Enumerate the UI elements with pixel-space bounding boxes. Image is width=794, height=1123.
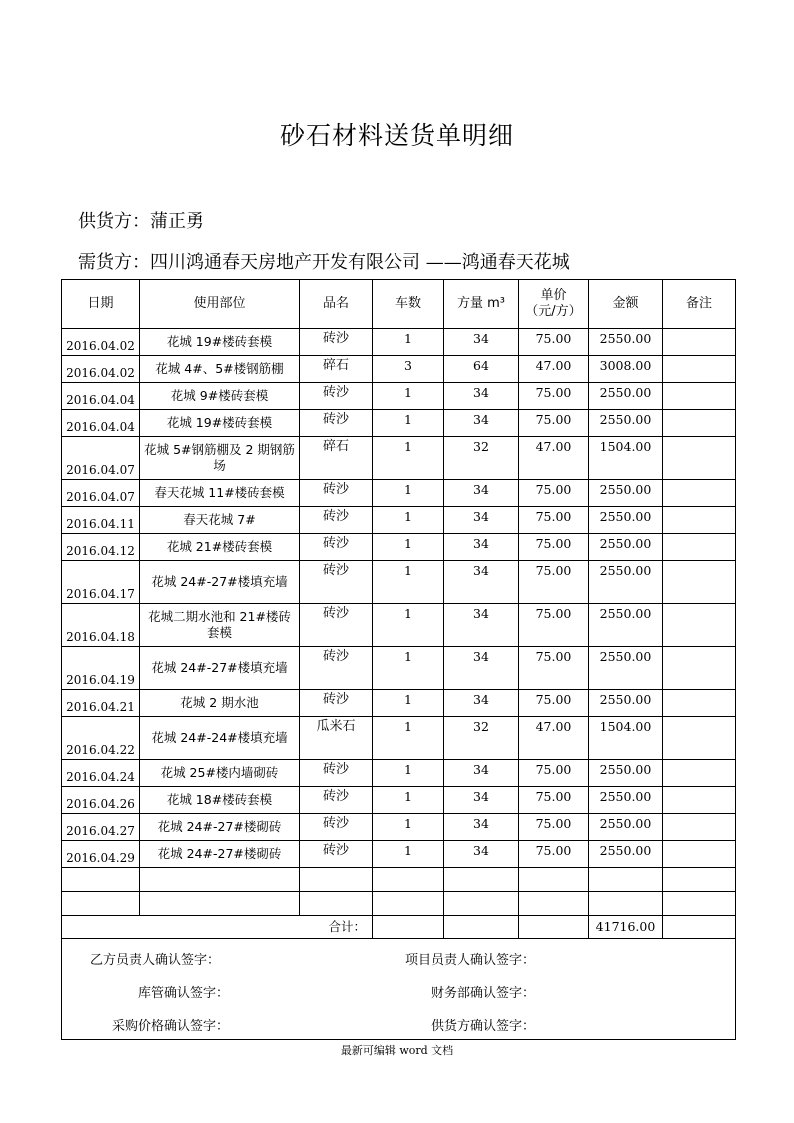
cell-trips: 1 xyxy=(373,329,444,356)
cell-date: 2016.04.02 xyxy=(62,329,140,356)
cell-material: 砖沙 xyxy=(300,383,373,410)
cell-material: 瓜米石 xyxy=(300,717,373,760)
cell-location: 花城 9#楼砖套模 xyxy=(140,383,300,410)
header-unit-price-line2: （元/方） xyxy=(525,304,582,319)
cell-amount: 3008.00 xyxy=(589,356,663,383)
footer-note: 最新可编辑 word 文档 xyxy=(340,1044,454,1057)
cell-trips: 1 xyxy=(373,480,444,507)
delivery-table xyxy=(61,279,736,1040)
cell-volume: 34 xyxy=(444,480,519,507)
cell-amount: 2550.00 xyxy=(589,561,663,604)
cell-price: 75.00 xyxy=(519,507,589,534)
cell-price: 75.00 xyxy=(519,787,589,814)
cell-material: 砖沙 xyxy=(300,507,373,534)
cell-remark xyxy=(663,437,736,480)
cell-amount: 2550.00 xyxy=(589,534,663,561)
sig-finance: 财务部确认签字： xyxy=(431,986,536,1001)
cell-amount: 2550.00 xyxy=(589,760,663,787)
cell-trips: 1 xyxy=(373,410,444,437)
cell-remark xyxy=(663,760,736,787)
cell-amount: 2550.00 xyxy=(589,841,663,868)
cell-material: 砖沙 xyxy=(300,841,373,868)
cell-material: 砖沙 xyxy=(300,814,373,841)
cell-remark xyxy=(663,480,736,507)
total-label: 合计： xyxy=(62,916,373,939)
cell-price: 75.00 xyxy=(519,383,589,410)
table-header-row xyxy=(62,280,736,329)
cell-location: 花城 24#-27#楼砌砖 xyxy=(140,841,300,868)
header-date: 日期 xyxy=(62,280,140,329)
table-row xyxy=(62,717,736,760)
cell-amount: 2550.00 xyxy=(589,647,663,690)
cell-location: 花城 24#-27#楼填充墙 xyxy=(140,561,300,604)
cell-date: 2016.04.04 xyxy=(62,410,140,437)
cell-volume: 34 xyxy=(444,690,519,717)
cell-remark xyxy=(663,356,736,383)
cell-material: 砖沙 xyxy=(300,604,373,647)
cell-price: 47.00 xyxy=(519,356,589,383)
cell-trips: 1 xyxy=(373,814,444,841)
cell-date: 2016.04.17 xyxy=(62,561,140,604)
cell-trips: 1 xyxy=(373,534,444,561)
cell-trips: 1 xyxy=(373,690,444,717)
cell-location: 花城 24#-27#楼砌砖 xyxy=(140,814,300,841)
cell-remark xyxy=(663,841,736,868)
cell-material: 砖沙 xyxy=(300,760,373,787)
cell-remark xyxy=(663,507,736,534)
cell-date: 2016.04.26 xyxy=(62,787,140,814)
total-row xyxy=(62,916,736,939)
cell-date: 2016.04.02 xyxy=(62,356,140,383)
cell-volume: 34 xyxy=(444,760,519,787)
cell-amount: 2550.00 xyxy=(589,604,663,647)
signature-area xyxy=(62,939,736,1040)
header-trips: 车数 xyxy=(373,280,444,329)
cell-trips: 1 xyxy=(373,760,444,787)
table-body xyxy=(62,329,736,868)
cell-location: 花城 25#楼内墙砌砖 xyxy=(140,760,300,787)
blank-row xyxy=(62,868,736,892)
cell-price: 75.00 xyxy=(519,690,589,717)
table-row xyxy=(62,534,736,561)
cell-date: 2016.04.29 xyxy=(62,841,140,868)
header-location: 使用部位 xyxy=(140,280,300,329)
cell-material: 碎石 xyxy=(300,356,373,383)
cell-price: 75.00 xyxy=(519,480,589,507)
cell-remark xyxy=(663,383,736,410)
table-row xyxy=(62,841,736,868)
table-row xyxy=(62,561,736,604)
buyer-line: 需货方：四川鸿通春天房地产开发有限公司 ——鸿通春天花城 xyxy=(78,252,570,273)
table-row xyxy=(62,410,736,437)
table-row xyxy=(62,507,736,534)
cell-location: 花城 24#-24#楼填充墙 xyxy=(140,717,300,760)
cell-trips: 1 xyxy=(373,787,444,814)
cell-price: 75.00 xyxy=(519,647,589,690)
table-row xyxy=(62,814,736,841)
cell-date: 2016.04.19 xyxy=(62,647,140,690)
cell-date: 2016.04.12 xyxy=(62,534,140,561)
cell-remark xyxy=(663,604,736,647)
sig-party-b-manager: 乙方员责人确认签字： xyxy=(90,953,221,968)
blank-row xyxy=(62,892,736,916)
cell-volume: 32 xyxy=(444,437,519,480)
cell-material: 砖沙 xyxy=(300,534,373,561)
cell-trips: 1 xyxy=(373,437,444,480)
cell-material: 砖沙 xyxy=(300,561,373,604)
cell-price: 47.00 xyxy=(519,717,589,760)
cell-trips: 1 xyxy=(373,561,444,604)
cell-trips: 1 xyxy=(373,841,444,868)
cell-date: 2016.04.07 xyxy=(62,480,140,507)
table-row xyxy=(62,480,736,507)
cell-location: 花城 2 期水池 xyxy=(140,690,300,717)
table-row xyxy=(62,647,736,690)
cell-material: 砖沙 xyxy=(300,480,373,507)
cell-material: 砖沙 xyxy=(300,690,373,717)
cell-price: 75.00 xyxy=(519,841,589,868)
cell-price: 47.00 xyxy=(519,437,589,480)
cell-trips: 1 xyxy=(373,507,444,534)
cell-amount: 2550.00 xyxy=(589,787,663,814)
cell-price: 75.00 xyxy=(519,534,589,561)
table-row xyxy=(62,329,736,356)
cell-volume: 34 xyxy=(444,604,519,647)
table-row xyxy=(62,787,736,814)
cell-material: 砖沙 xyxy=(300,329,373,356)
cell-price: 75.00 xyxy=(519,561,589,604)
supplier-line: 供货方：蒲正勇 xyxy=(78,211,204,232)
cell-material: 砖沙 xyxy=(300,647,373,690)
cell-volume: 64 xyxy=(444,356,519,383)
cell-volume: 32 xyxy=(444,717,519,760)
total-amount: 41716.00 xyxy=(589,916,663,939)
cell-volume: 34 xyxy=(444,841,519,868)
cell-amount: 2550.00 xyxy=(589,480,663,507)
cell-location: 花城 19#楼砖套模 xyxy=(140,410,300,437)
signature-row xyxy=(62,939,736,1040)
cell-volume: 34 xyxy=(444,507,519,534)
cell-volume: 34 xyxy=(444,383,519,410)
cell-price: 75.00 xyxy=(519,329,589,356)
cell-location: 花城 19#楼砖套模 xyxy=(140,329,300,356)
cell-trips: 1 xyxy=(373,383,444,410)
header-unit-price-line1: 单价 xyxy=(540,288,567,303)
cell-date: 2016.04.18 xyxy=(62,604,140,647)
cell-remark xyxy=(663,814,736,841)
cell-date: 2016.04.24 xyxy=(62,760,140,787)
cell-volume: 34 xyxy=(444,410,519,437)
cell-price: 75.00 xyxy=(519,760,589,787)
cell-location: 花城二期水池和 21#楼砖套模 xyxy=(140,604,300,647)
table-row xyxy=(62,383,736,410)
header-remark: 备注 xyxy=(663,280,736,329)
cell-remark xyxy=(663,329,736,356)
cell-remark xyxy=(663,561,736,604)
cell-location: 花城 4#、5#楼钢筋棚 xyxy=(140,356,300,383)
cell-remark xyxy=(663,410,736,437)
cell-date: 2016.04.04 xyxy=(62,383,140,410)
cell-volume: 34 xyxy=(444,561,519,604)
cell-amount: 2550.00 xyxy=(589,690,663,717)
cell-amount: 1504.00 xyxy=(589,437,663,480)
cell-trips: 1 xyxy=(373,717,444,760)
cell-price: 75.00 xyxy=(519,604,589,647)
cell-location: 花城 21#楼砖套模 xyxy=(140,534,300,561)
document-title: 砂石材料送货单明细 xyxy=(279,121,514,150)
cell-date: 2016.04.22 xyxy=(62,717,140,760)
sig-warehouse: 库管确认签字： xyxy=(138,986,230,1001)
cell-location: 春天花城 11#楼砖套模 xyxy=(140,480,300,507)
sig-project-manager: 项目员责人确认签字： xyxy=(405,953,536,968)
cell-date: 2016.04.11 xyxy=(62,507,140,534)
table-row xyxy=(62,690,736,717)
cell-price: 75.00 xyxy=(519,410,589,437)
table-row xyxy=(62,760,736,787)
cell-volume: 34 xyxy=(444,647,519,690)
table-row xyxy=(62,356,736,383)
cell-amount: 1504.00 xyxy=(589,717,663,760)
cell-volume: 34 xyxy=(444,814,519,841)
table-row xyxy=(62,604,736,647)
cell-trips: 3 xyxy=(373,356,444,383)
cell-remark xyxy=(663,690,736,717)
cell-date: 2016.04.27 xyxy=(62,814,140,841)
cell-volume: 34 xyxy=(444,534,519,561)
cell-material: 碎石 xyxy=(300,437,373,480)
cell-remark xyxy=(663,787,736,814)
cell-amount: 2550.00 xyxy=(589,383,663,410)
cell-date: 2016.04.07 xyxy=(62,437,140,480)
cell-remark xyxy=(663,647,736,690)
cell-amount: 2550.00 xyxy=(589,410,663,437)
cell-material: 砖沙 xyxy=(300,787,373,814)
cell-price: 75.00 xyxy=(519,814,589,841)
cell-material: 砖沙 xyxy=(300,410,373,437)
cell-trips: 1 xyxy=(373,647,444,690)
cell-remark xyxy=(663,534,736,561)
cell-volume: 34 xyxy=(444,329,519,356)
sig-supplier: 供货方确认签字： xyxy=(431,1019,536,1034)
table-row xyxy=(62,437,736,480)
cell-location: 花城 24#-27#楼填充墙 xyxy=(140,647,300,690)
cell-volume: 34 xyxy=(444,787,519,814)
cell-amount: 2550.00 xyxy=(589,814,663,841)
sig-purchase-price: 采购价格确认签字： xyxy=(112,1019,230,1034)
cell-location: 春天花城 7# xyxy=(140,507,300,534)
header-volume: 方量 m³ xyxy=(444,280,519,329)
header-amount: 金额 xyxy=(589,280,663,329)
cell-location: 花城 18#楼砖套模 xyxy=(140,787,300,814)
cell-amount: 2550.00 xyxy=(589,329,663,356)
cell-trips: 1 xyxy=(373,604,444,647)
cell-remark xyxy=(663,717,736,760)
cell-amount: 2550.00 xyxy=(589,507,663,534)
cell-location: 花城 5#钢筋棚及 2 期钢筋场 xyxy=(140,437,300,480)
header-unit-price xyxy=(519,280,589,329)
cell-date: 2016.04.21 xyxy=(62,690,140,717)
header-material: 品名 xyxy=(300,280,373,329)
